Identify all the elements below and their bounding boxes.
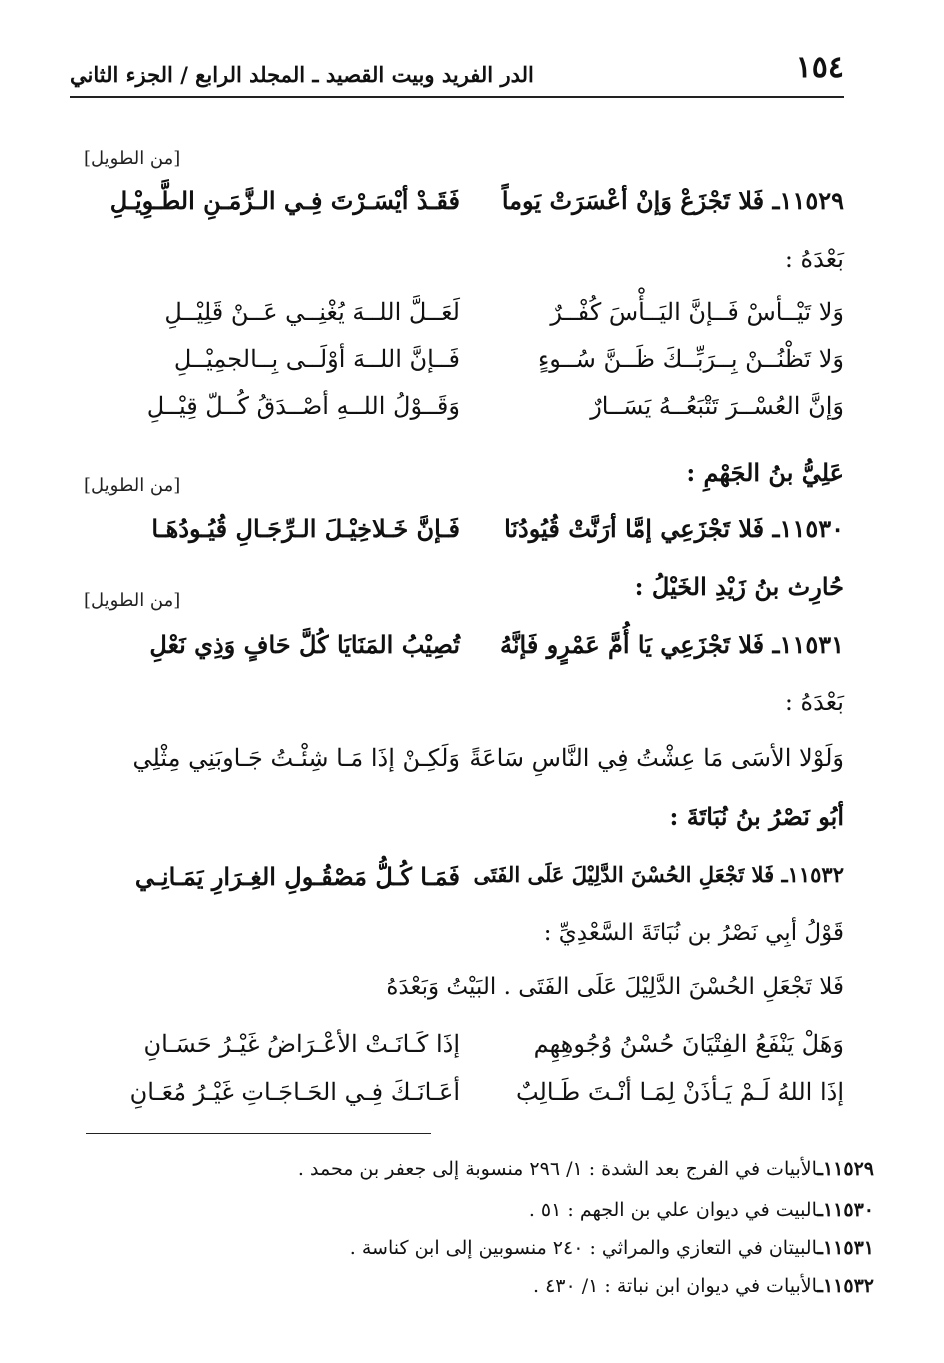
poet-name: أبُو نَصْرُ بنُ نُبَاتَةَ : xyxy=(669,802,844,831)
hemistich-text: فَلا تَجْزَعِي يَا أُمَّ عَمْرٍو فَإنَّهُ xyxy=(499,630,765,659)
footnote xyxy=(298,1158,874,1180)
prose-line: فَلا تَجْعَلِ الحُسْنَ الدَّلِيْلَ عَلَى الفَتَى . البَيْتُ وَبَعْدَهُ xyxy=(386,974,844,1000)
meter-label: [من الطويل] xyxy=(84,148,181,169)
poet-name: حُارِث بنُ زَيْدِ الخَيْلُ : xyxy=(634,572,844,601)
footnote-number: ١١٥٣٠ـ xyxy=(817,1199,874,1221)
verse-line xyxy=(100,298,844,344)
verse-line xyxy=(100,862,844,908)
second-hemistich: فَقَـدْ أيْسَـرْتَ فِـي الـزَّمَـنِ الطَّـوِيْـلِ xyxy=(109,186,460,215)
header-rule xyxy=(70,96,844,98)
meter-label: [من الطويل] xyxy=(84,590,181,611)
footnote-number: ١١٥٢٩ـ xyxy=(817,1158,874,1180)
first-hemistich xyxy=(469,862,844,887)
second-hemistich: فَـإنَّ خَـلاخِيْـلَ الـرِّجَـالِ قُيُـودُهَـا xyxy=(151,514,460,543)
first-hemistich: وَهَلْ يَنْفَعُ الفِتْيَانَ حُسْنُ وُجُوهِهِم xyxy=(533,1030,844,1058)
verse-number: ١١٥٢٩ـ xyxy=(772,186,844,215)
verse-line xyxy=(100,744,844,790)
second-hemistich: لَعَــلَّ اللــهَ يُغْنِــي عَــنْ قَلِيْــلِ xyxy=(164,298,460,326)
hemistich-text: فَلا تَجْزَعِي إمَّا أرَنَّتْ قُيُودُنَا xyxy=(504,514,765,543)
verse-line xyxy=(100,514,844,560)
footnote-number: ١١٥٣٢ـ xyxy=(817,1275,874,1297)
footnote xyxy=(529,1199,874,1221)
verse-line xyxy=(100,630,844,676)
first-hemistich xyxy=(469,630,844,659)
footnote xyxy=(533,1275,874,1297)
verse-line xyxy=(100,1078,844,1124)
running-title: الدر الفريد وبيت القصيد ـ المجلد الرابع / الجزء الثاني xyxy=(70,62,534,87)
second-hemistich: تُصِيْبُ المَنَايَا كُلَّ حَافٍ وَذِي نَعْلِ xyxy=(149,630,460,659)
first-hemistich xyxy=(469,186,844,215)
verse-number: ١١٥٣١ـ xyxy=(772,630,844,659)
after-label: بَعْدَهُ : xyxy=(784,245,844,273)
meter-label: [من الطويل] xyxy=(84,475,181,496)
first-hemistich: وَلَوْلا الأسَى مَا عِشْتُ فِي النَّاسِ سَاعَةً xyxy=(469,744,844,772)
first-hemistich: وَإنَّ العُسْــرَ تَتْبَعُــهُ يَسَــارٌ xyxy=(590,392,844,420)
second-hemistich: وَقَــوْلُ اللــهِ أصْــدَقُ كُــلّ قِيْــلِ xyxy=(146,392,460,420)
hemistich-text: فَلا تَجْعَلِ الحُسْنَ الدَّلِيْلَ عَلَى الفَتَى xyxy=(473,862,775,887)
second-hemistich: وَلَكِـنْ إذَا مَـا شِئْـتُ جَـاوبَنِي مِثْلِي xyxy=(132,744,460,772)
second-hemistich: فَمَـا كُـلُّ مَصْقُـولِ الغِـرَارِ يَمَـانِـي xyxy=(134,862,460,891)
first-hemistich: إذَا اللهُ لَـمْ يَـأذَنْ لِمَـا أنْـتَ طَـالِبٌ xyxy=(515,1078,844,1106)
first-hemistich: وَلا تَظْنُــنْ بِــرَبِّــكَ ظَــنَّ سُــوءٍ xyxy=(538,345,844,373)
first-hemistich: وَلا تَيْــأسْ فَــإنَّ اليَــأْسَ كُفْــرٌ xyxy=(550,298,844,326)
second-hemistich: إذَا كَـانَـتْ الأعْـرَاضُ غَيْـرُ حَسَـانِ xyxy=(143,1030,460,1058)
verse-number: ١١٥٣٢ـ xyxy=(781,862,844,887)
prose-line: قَوْلُ أبِي نَصْرُ بن نُبَاتَةَ السَّعْدِيِّ : xyxy=(543,920,844,946)
footnote-text: البيت في ديوان علي بن الجهم : ٥١ . xyxy=(528,1199,818,1221)
second-hemistich: فَــإنَّ اللــهَ أوْلَــى بِــالجمِيْــلِ xyxy=(173,345,460,373)
footnote xyxy=(350,1237,874,1259)
hemistich-text: فَلا تَجْزَعْ وَإنْ أعْسَرَتْ يَوماً xyxy=(501,186,765,215)
page-number: ١٥٤ xyxy=(795,50,844,85)
page-header xyxy=(70,50,844,96)
verse-number: ١١٥٣٠ـ xyxy=(772,514,844,543)
verse-line xyxy=(100,345,844,391)
footnote-number: ١١٥٣١ـ xyxy=(817,1237,874,1259)
footnote-rule xyxy=(86,1133,431,1134)
footnote-text: الأبيات في الفرج بعد الشدة : ١/ ٢٩٦ منسوبة إلى جعفر بن محمد . xyxy=(297,1158,818,1180)
second-hemistich: أعَـانَـكَ فِـي الحَـاجَـاتِ غَيْـرُ مُعَـانِ xyxy=(129,1078,460,1106)
after-label: بَعْدَهُ : xyxy=(784,688,844,716)
verse-line xyxy=(100,1030,844,1076)
footnote-text: البيتان في التعازي والمراثي : ٢٤٠ منسوبين إلى ابن كناسة . xyxy=(349,1237,818,1259)
verse-line xyxy=(100,186,844,232)
verse-line xyxy=(100,392,844,438)
poet-name: عَلِيُّ بنُ الجَهْمِ : xyxy=(686,458,844,487)
footnote-text: الأبيات في ديوان ابن نباتة : ١/ ٤٣٠ . xyxy=(533,1275,818,1297)
first-hemistich xyxy=(469,514,844,543)
